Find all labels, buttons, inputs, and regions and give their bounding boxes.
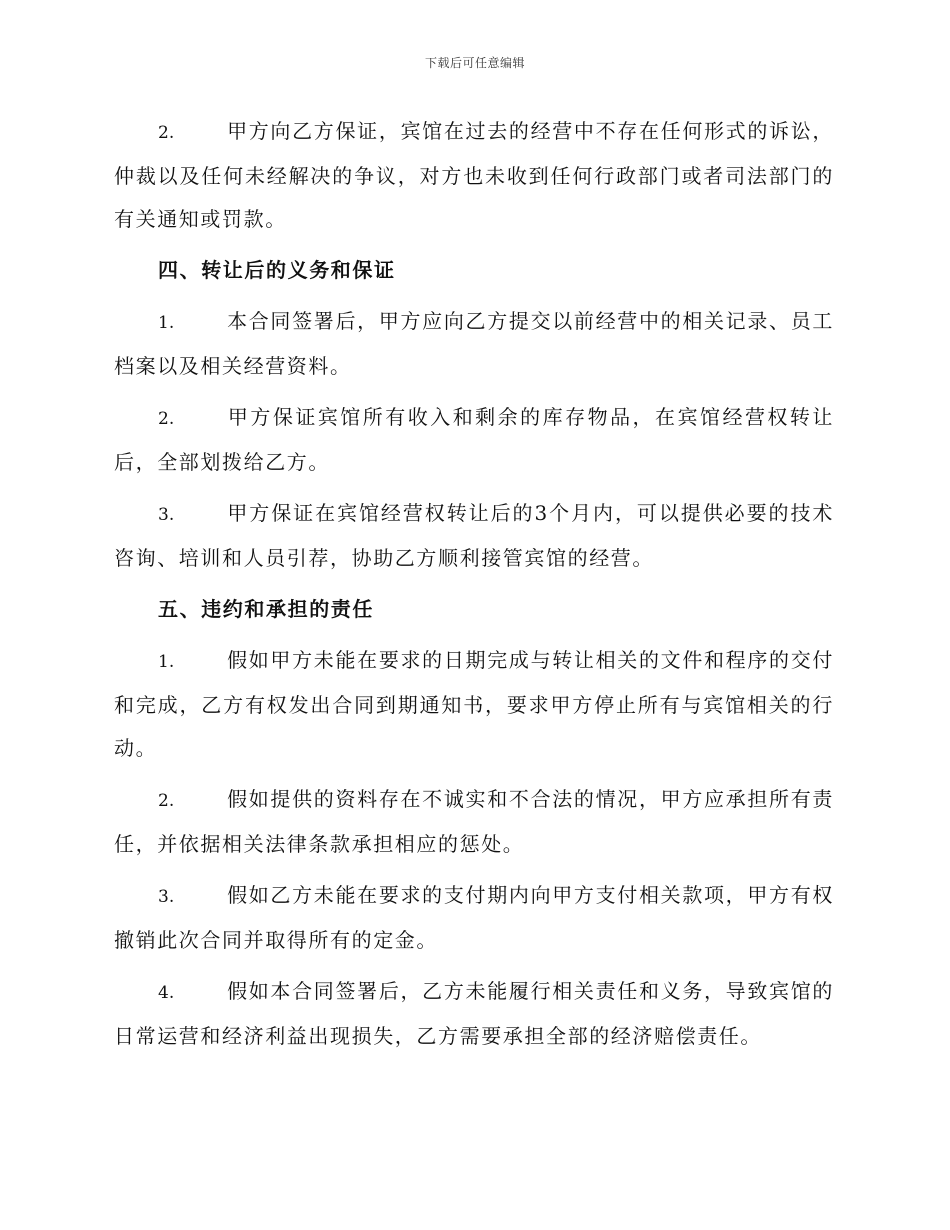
- item-text: 甲方保证在宾馆经营权转让后的3个月内，可以提供必要的技术咨询、培训和人员引荐，协助乙方顺利接管宾馆的经营。: [114, 501, 834, 570]
- item-text: 假如本合同签署后，乙方未能履行相关责任和义务，导致宾馆的日常运营和经济利益出现损失，乙方需要承担全部的经济赔偿责任。: [114, 979, 834, 1048]
- item-text: 假如乙方未能在要求的支付期内向甲方支付相关款项，甲方有权撤销此次合同并取得所有的定金。: [114, 883, 834, 952]
- item-text: 假如提供的资料存在不诚实和不合法的情况，甲方应承担所有责任，并依据相关法律条款承担相应的惩处。: [114, 787, 834, 856]
- clause-5-item-2: [114, 778, 834, 866]
- clause-5-item-4: [114, 970, 834, 1058]
- section-heading-5: 五、违约和承担的责任: [158, 597, 374, 621]
- item-text: 甲方向乙方保证，宾馆在过去的经营中不存在任何形式的诉讼，仲裁以及任何未经解决的争议，对方也未收到任何行政部门或者司法部门的有关通知或罚款。: [114, 119, 834, 231]
- contract-body: [114, 110, 834, 1066]
- item-number: 1.: [158, 652, 175, 672]
- item-text: 本合同签署后，甲方应向乙方提交以前经营中的相关记录、员工档案以及相关经营资料。: [114, 309, 834, 378]
- clause-5-item-1: [114, 639, 834, 770]
- clause-3-item-2: [114, 110, 834, 241]
- item-number: 2.: [158, 123, 175, 143]
- section-heading-4: 四、转让后的义务和保证: [158, 258, 396, 282]
- clause-5-item-3: [114, 874, 834, 962]
- clause-4-item-3: [114, 492, 834, 580]
- header-note: 下载后可任意编辑: [424, 56, 525, 70]
- item-number: 4.: [158, 983, 175, 1003]
- item-text: 假如甲方未能在要求的日期完成与转让相关的文件和程序的交付和完成，乙方有权发出合同到期通知书，要求甲方停止所有与宾馆相关的行动。: [114, 648, 834, 760]
- item-number: 3.: [158, 887, 175, 907]
- clause-4-item-1: [114, 300, 834, 388]
- item-text: 甲方保证宾馆所有收入和剩余的库存物品，在宾馆经营权转让后，全部划拨给乙方。: [114, 405, 834, 474]
- clause-4-item-2: [114, 396, 834, 484]
- item-number: 1.: [158, 313, 175, 333]
- item-number: 2.: [158, 409, 175, 429]
- item-number: 2.: [158, 791, 175, 811]
- item-number: 3.: [158, 505, 175, 525]
